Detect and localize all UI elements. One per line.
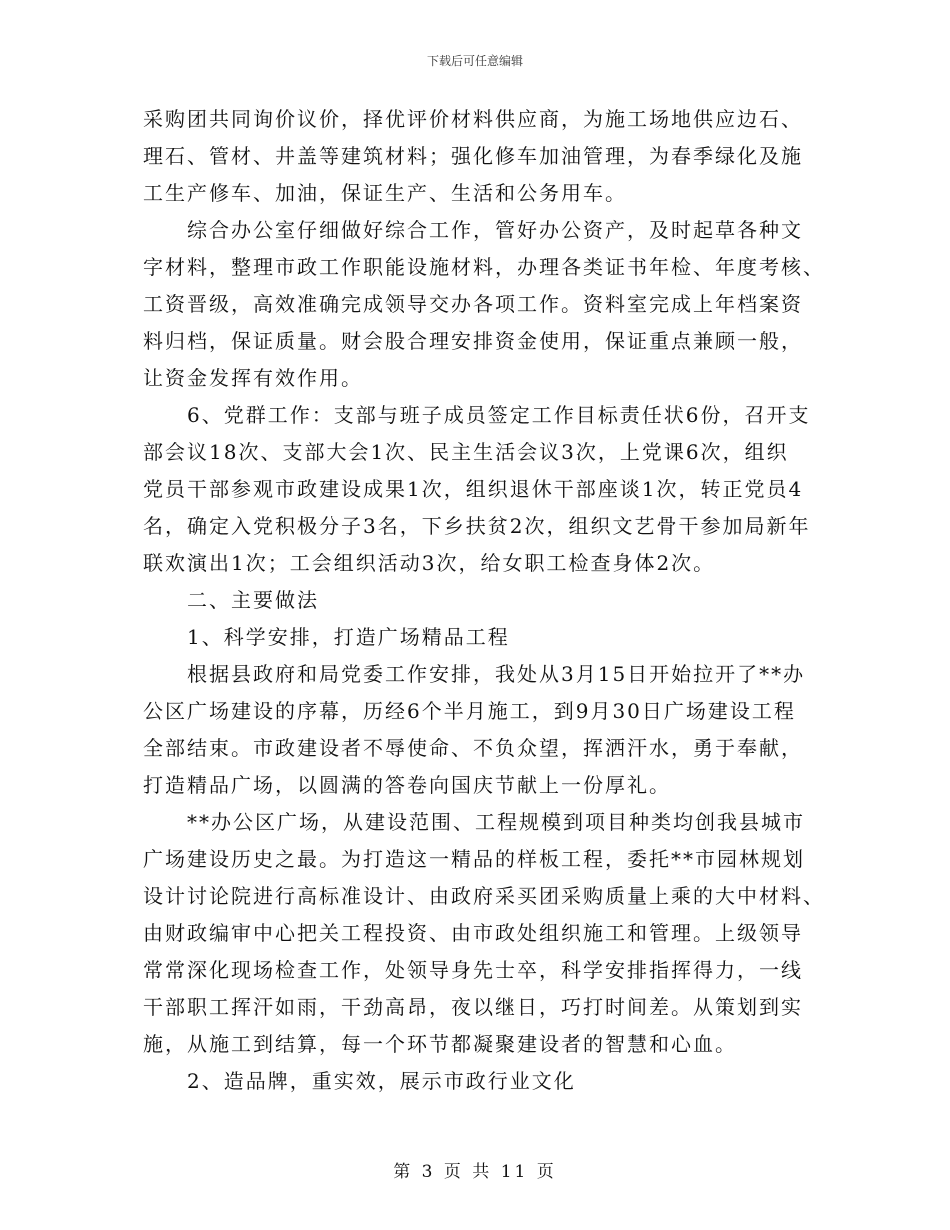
text-line: 联欢演出1次；工会组织活动3次，给女职工检查身体2次。 (143, 551, 716, 575)
text-line: 工生产修车、加油，保证生产、生活和公务用车。 (143, 181, 627, 205)
text-line: **办公区广场，从建设范围、工程规模到项目种类均创我县城市 (187, 810, 805, 834)
text-line: 让资金发挥有效作用。 (143, 366, 363, 390)
paragraph (143, 582, 813, 619)
text-line: 打造精品广场，以圆满的答卷向国庆节献上一份厚礼。 (143, 773, 671, 797)
text-line: 2、造品牌，重实效，展示市政行业文化 (187, 1069, 576, 1093)
paragraph (143, 397, 813, 582)
paragraph (143, 619, 813, 656)
text-line: 1、科学安排，打造广场精品工程 (187, 625, 510, 649)
text-line: 名，确定入党积极分子3名，下乡扶贫2次，组织文艺骨干参加局新年 (143, 514, 811, 538)
text-line: 工资晋级，高效准确完成领导交办各项工作。资料室完成上年档案资 (143, 292, 803, 316)
text-line: 广场建设历史之最。为打造这一精品的样板工程，委托**市园林规划 (143, 847, 805, 871)
paragraph (143, 101, 813, 212)
document-body (143, 101, 825, 1100)
text-line: 公区广场建设的序幕，历经6个半月施工，到9月30日广场建设工程 (143, 699, 796, 723)
text-line: 字材料，整理市政工作职能设施材料，办理各类证书年检、年度考核、 (143, 255, 825, 279)
text-line: 采购团共同询价议价，择优评价材料供应商，为施工场地供应边石、 (143, 107, 803, 131)
text-line: 综合办公室仔细做好综合工作，管好办公资产，及时起草各种文 (187, 218, 803, 242)
text-line: 常常深化现场检查工作，处领导身先士卒，科学安排指挥得力，一线 (143, 958, 803, 982)
text-line: 二、主要做法 (187, 588, 319, 612)
text-line: 部会议18次、支部大会1次、民主生活会议3次，上党课6次，组织 (143, 440, 789, 464)
text-line: 由财政编审中心把关工程投资、由市政处组织施工和管理。上级领导 (143, 921, 803, 945)
text-line: 设计讨论院进行高标准设计、由政府采买团采购质量上乘的大中材料、 (143, 884, 825, 908)
paragraph (143, 212, 825, 397)
text-line: 施，从施工到结算，每一个环节都凝聚建设者的智慧和心血。 (143, 1032, 737, 1056)
text-line: 料归档，保证质量。财会股合理安排资金使用，保证重点兼顾一般， (143, 329, 803, 353)
text-line: 干部职工挥汗如雨，干劲高昂，夜以继日，巧打时间差。从策划到实 (143, 995, 803, 1019)
text-line: 6、党群工作：支部与班子成员签定工作目标责任状6份，召开支 (187, 403, 811, 427)
text-line: 理石、管材、井盖等建筑材料；强化修车加油管理，为春季绿化及施 (143, 144, 803, 168)
text-line: 全部结束。市政建设者不辱使命、不负众望，挥洒汗水，勇于奉献， (143, 736, 803, 760)
text-line: 根据县政府和局党委工作安排，我处从3月15日开始拉开了**办 (187, 662, 806, 686)
paragraph (143, 656, 813, 804)
page-header: 下载后可任意编辑 (426, 54, 523, 68)
text-line: 党员干部参观市政建设成果1次，组织退休干部座谈1次，转正党员4 (143, 477, 804, 501)
page-footer: 第 3 页 共 11 页 (393, 1162, 557, 1182)
paragraph (143, 804, 825, 1063)
paragraph (143, 1063, 813, 1100)
